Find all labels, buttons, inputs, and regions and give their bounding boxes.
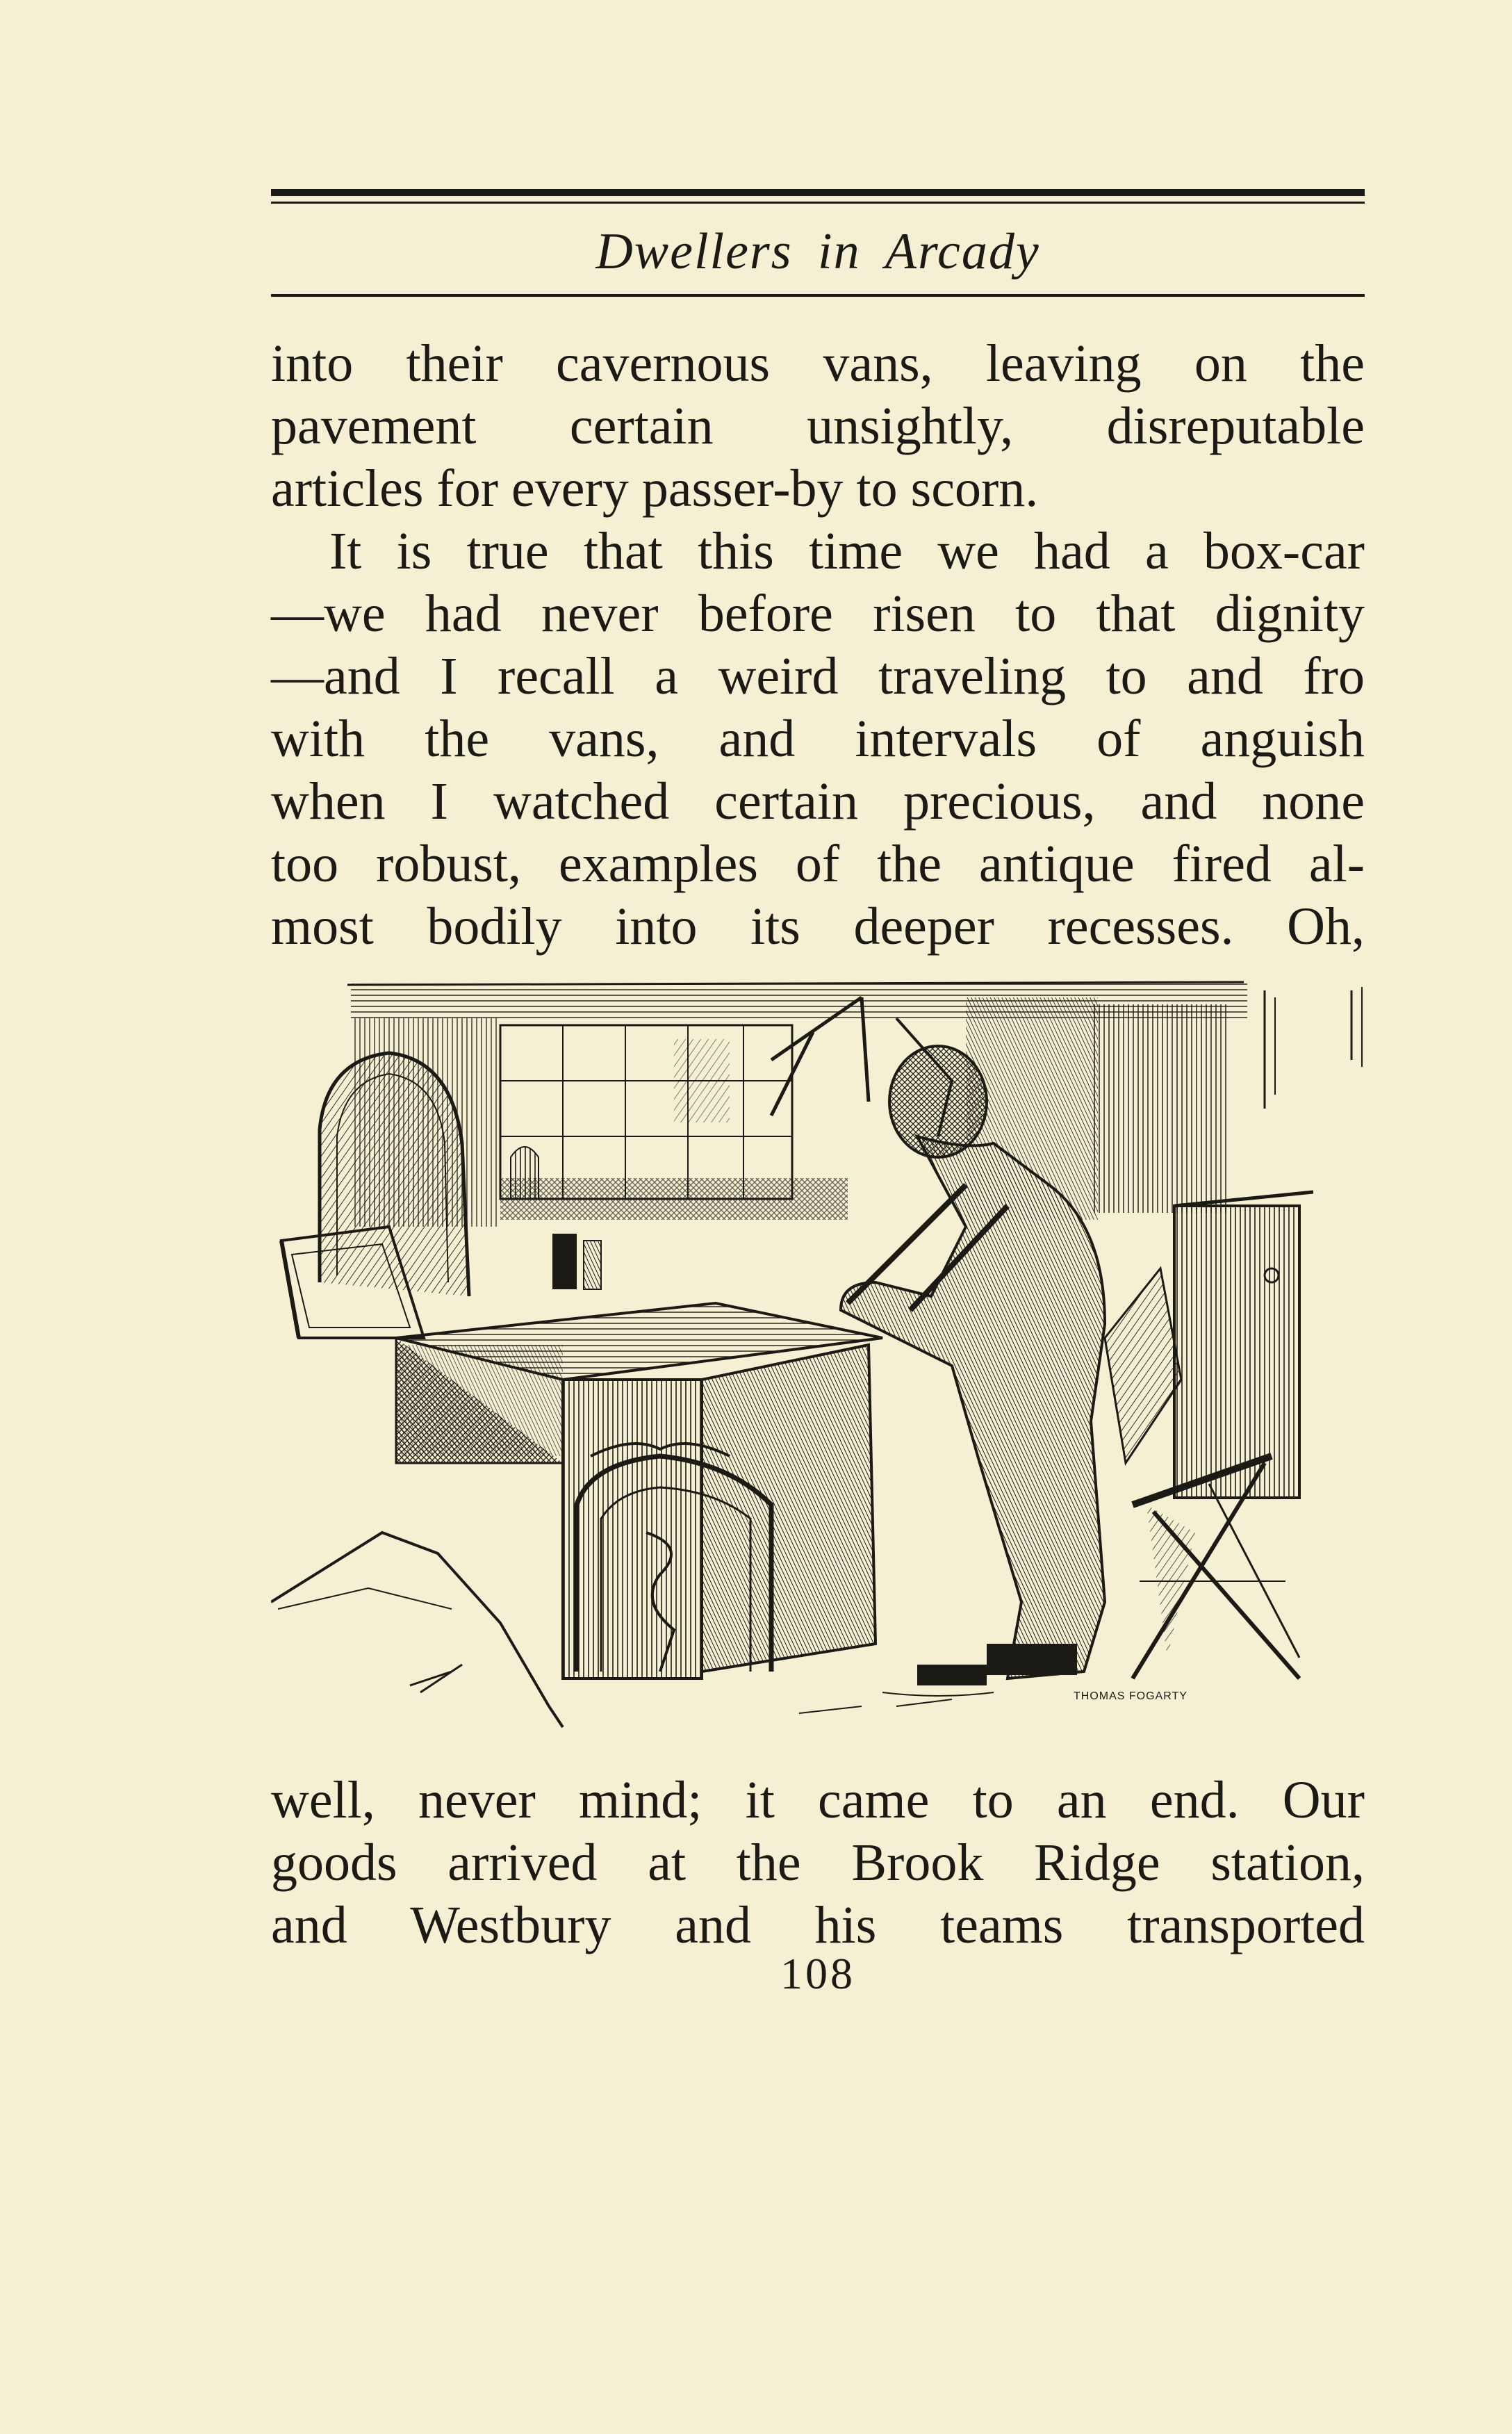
header-rule-thin [271,202,1365,204]
text-line: when I watched certain precious, and none [271,772,1365,831]
shelf-with-tools [500,1147,848,1289]
right-cabinet [1105,1192,1313,1498]
text-line: with the vans, and intervals of anguish [271,710,1365,768]
text-line: well, never mind; it came to an end. Our [271,1771,1365,1829]
header-rule-thick [271,189,1365,196]
text-line: most bodily into its deeper recesses. Oh, [271,897,1365,956]
text-line: articles for every passer-by to scorn. [271,459,1039,518]
text-line: It is true that this time we had a box-car [329,522,1365,580]
paragraph-top [271,332,1365,958]
text-line: —and I recall a weird traveling to and fro [271,647,1365,705]
text-line: pavement certain unsightly, disreputable [271,397,1365,455]
text-line: into their cavernous vans, leaving on the [271,334,1365,393]
paragraph-bottom [271,1769,1365,1957]
running-head: Dwellers in Arcady [595,223,1040,280]
arched-chair-back [320,1053,469,1296]
text-line: goods arrived at the Brook Ridge station, [271,1833,1365,1892]
header-rule-bottom [271,294,1365,297]
text-line: —we had never before risen to that dignity [271,585,1365,643]
workshop-illustration [271,977,1376,1741]
back-wall [347,982,1362,1227]
artist-signature: THOMAS FOGARTY [1074,1690,1188,1702]
text-line: too robust, examples of the antique fired al- [271,835,1365,893]
text-line: and Westbury and his teams transported [271,1896,1365,1954]
page-number: 108 [780,1949,855,1998]
